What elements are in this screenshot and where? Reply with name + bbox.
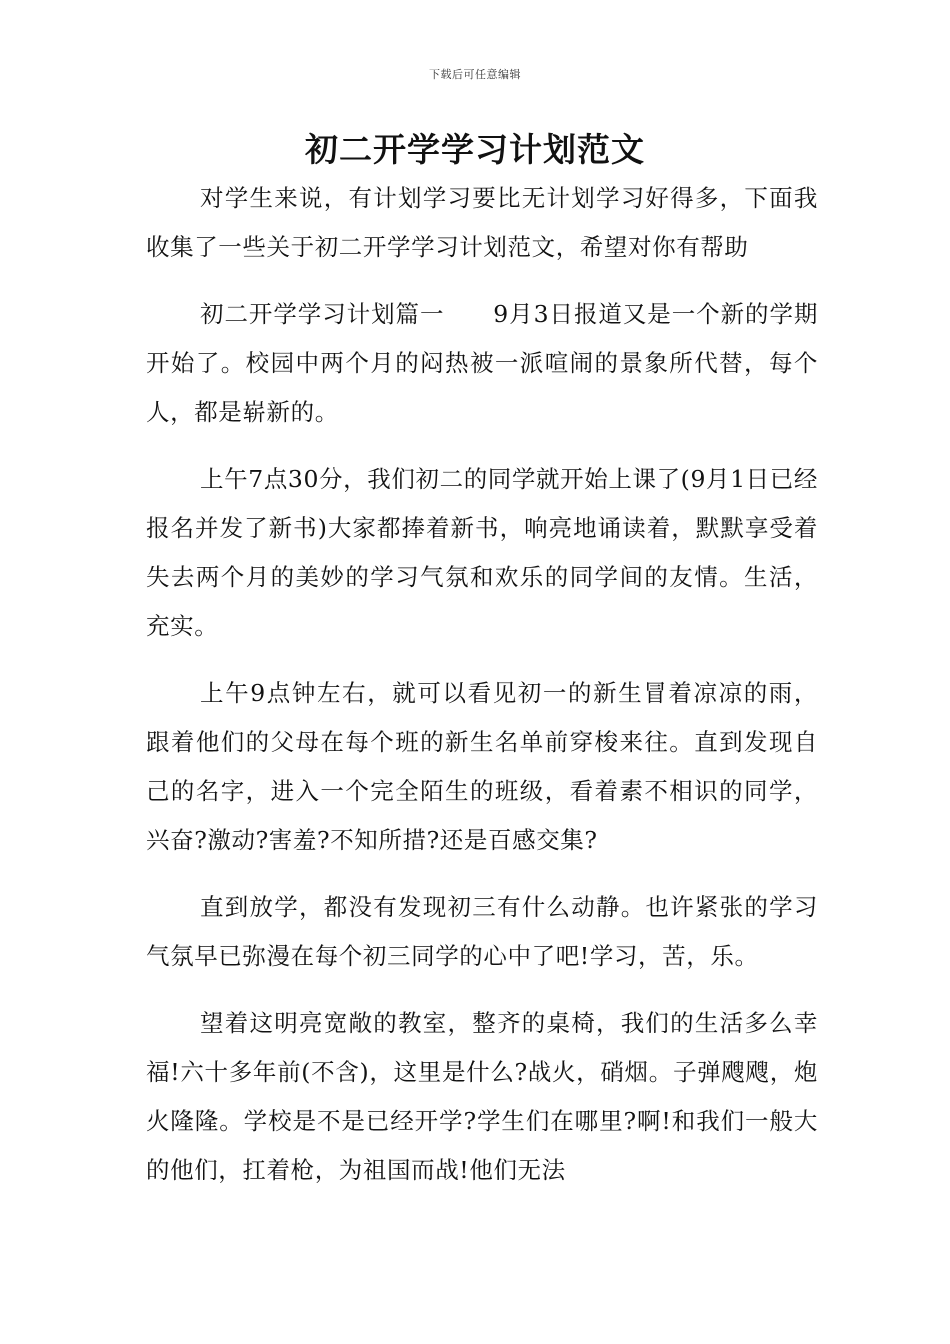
paragraph-intro: 对学生来说，有计划学习要比无计划学习好得多，下面我收集了一些关于初二开学学习计划范文，希望对你有帮助 [146, 184, 818, 261]
paragraph-3: 上午9点钟左右，就可以看见初一的新生冒着凉凉的雨，跟着他们的父母在每个班的新生名单前穿梭来往。直到发现自己的名字，进入一个完全陌生的班级，看着素不相识的同学，兴奋?激动?害羞?不知所措?还是百感交集? [146, 679, 818, 854]
document-title: 初二开学学习计划范文 [305, 130, 645, 169]
paragraph-2: 上午7点30分，我们初二的同学就开始上课了(9月1日已经报名并发了新书)大家都捧着新书，响亮地诵读着，默默享受着失去两个月的美妙的学习气氛和欢乐的同学间的友情。生活，充实。 [146, 465, 818, 640]
paragraph-4: 直到放学，都没有发现初三有什么动静。也许紧张的学习气氛早已弥漫在每个初三同学的心中了吧!学习，苦，乐。 [146, 893, 818, 970]
paragraph-5: 望着这明亮宽敞的教室，整齐的桌椅，我们的生活多么幸福!六十多年前(不含)，这里是什么?战火，硝烟。子弹飕飕，炮火隆隆。学校是不是已经开学?学生们在哪里?啊!和我们一般大的他们，扛着枪，为祖国而战!他们无法 [146, 1009, 818, 1184]
header-note: 下载后可任意编辑 [429, 68, 521, 81]
paragraph-1: 初二开学学习计划篇一 9月3日报道又是一个新的学期开始了。校园中两个月的闷热被一派喧闹的景象所代替，每个人，都是崭新的。 [146, 300, 818, 426]
document-body [146, 174, 818, 1213]
